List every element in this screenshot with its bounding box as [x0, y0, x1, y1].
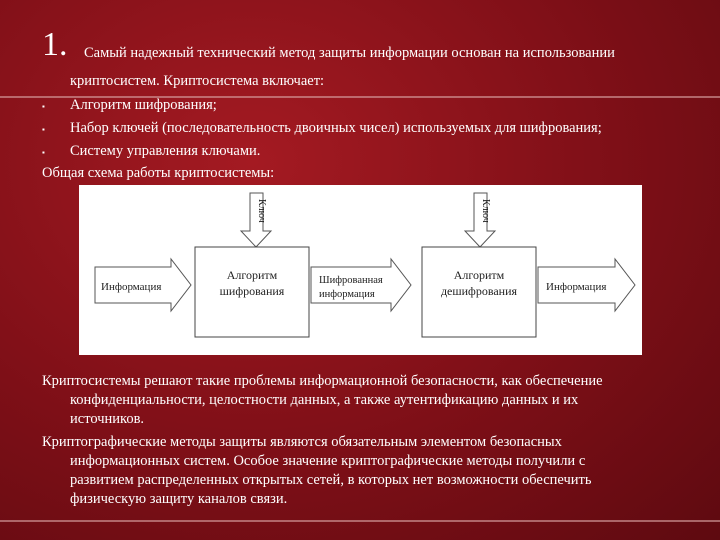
bullet-item-3: Систему управления ключами. [70, 143, 261, 159]
para1-line1: Криптосистемы решают такие проблемы информационной безопасности, как обеспечение [42, 373, 603, 389]
encryption-box-line2: шифрования [219, 284, 285, 298]
bullet-marker-3: ▪ [42, 148, 45, 157]
decryption-box-line2: дешифрования [440, 284, 518, 298]
cipher-label-line1: Шифрованная [319, 275, 383, 286]
para2-line4: физическую защиту каналов связи. [70, 491, 288, 507]
decryption-box-line1: Алгоритм [453, 268, 505, 282]
bullet-item-2: Набор ключей (последовательность двоичных чисел) используемых для шифрования; [70, 120, 602, 136]
intro-line-1: Самый надежный технический метод защиты информации основан на использовании [84, 45, 615, 61]
key2-label: Ключ [480, 199, 491, 223]
input-label: Информация [101, 281, 162, 293]
scheme-heading: Общая схема работы криптосистемы: [42, 165, 275, 181]
cryptosystem-diagram [79, 185, 642, 355]
para1-line2: конфиденциальности, целостности данных, а также аутентификацию данных и их [70, 392, 579, 408]
output-label: Информация [546, 281, 607, 293]
para2-line2: информационных систем. Особое значение криптографические методы получили с [70, 453, 586, 469]
bullet-marker-1: ▪ [42, 102, 45, 111]
para2-line3: развитием распределенных открытых сетей, в которых нет возможности обеспечить [70, 472, 592, 488]
bullet-item-1: Алгоритм шифрования; [70, 97, 217, 113]
para1-line3: источников. [70, 411, 145, 427]
para2-line1: Криптографические методы защиты являются обязательным элементом безопасных [42, 434, 562, 450]
key1-label: Ключ [256, 199, 267, 223]
bullet-marker-2: ▪ [42, 125, 45, 134]
slide-number: 1. [42, 26, 68, 63]
decor-stripe-bottom [0, 520, 720, 522]
intro-line-2: криптосистем. Криптосистема включает: [70, 73, 325, 89]
encryption-box-line1: Алгоритм [226, 268, 278, 282]
cipher-label-line2: информация [319, 289, 375, 300]
